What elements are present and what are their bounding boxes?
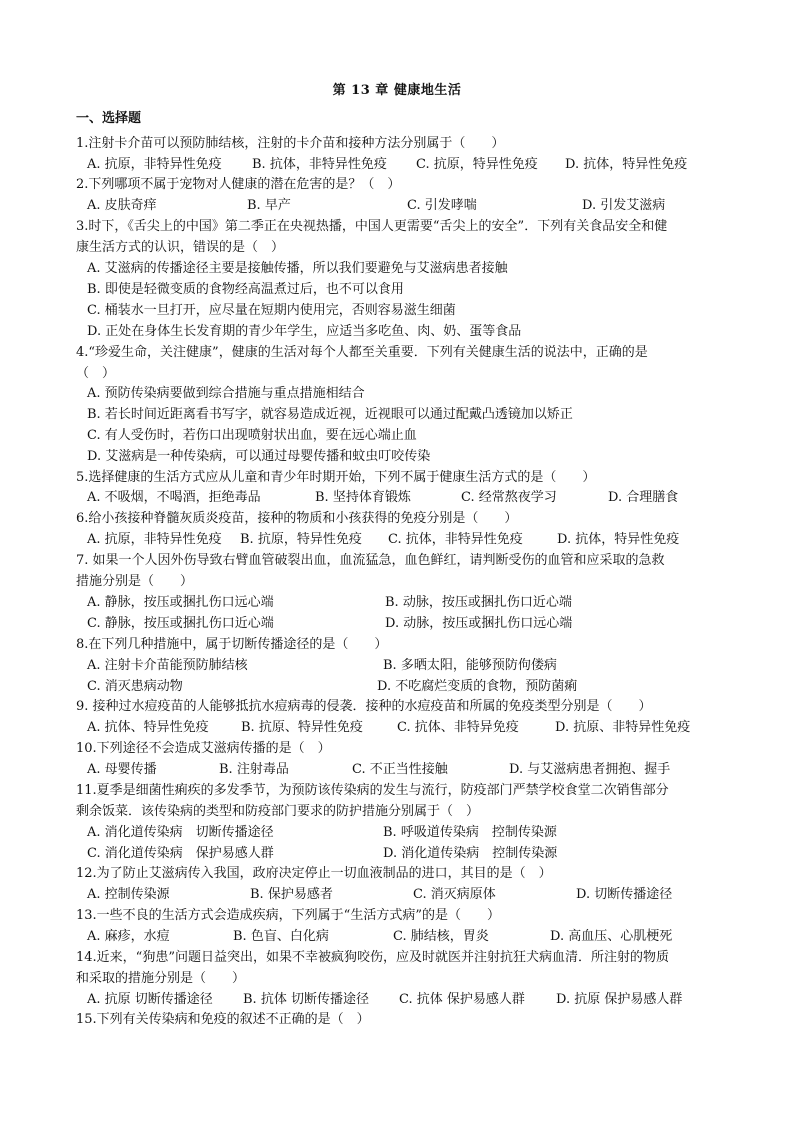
question-15-stem: 15.下列有关传染病和免疫的叙述不正确的是（ ） <box>76 1012 370 1027</box>
question-10-option-c: C. 不正当性接触 <box>352 762 448 777</box>
question-7-option-a: A. 静脉，按压或捆扎伤口远心端 <box>87 595 274 610</box>
question-3-option-c: C. 桶装水一旦打开，应尽量在短期内使用完，否则容易滋生细菌 <box>87 303 456 318</box>
page-title: 第 13 章 健康地生活 <box>332 83 462 98</box>
question-2-stem: 2.下列哪项不属于宠物对人健康的潜在危害的是？（ ） <box>76 177 401 192</box>
question-1-option-b: B. 抗体，非特异性免疫 <box>252 157 387 172</box>
question-13-option-d: D. 高血压、心肌梗死 <box>550 929 673 944</box>
question-6-stem: 6.给小孩接种脊髓灰质炎疫苗，接种的物质和小孩获得的免疫分别是（ ） <box>76 511 518 526</box>
question-13-stem: 13.一些不良的生活方式会造成疾病，下列属于“生活方式病”的是（ ） <box>76 908 500 923</box>
question-14-option-c: C. 抗体 保护易感人群 <box>399 992 525 1007</box>
question-3-option-b: B. 即使是轻微变质的食物经高温煮过后，也不可以食用 <box>87 282 404 297</box>
question-1-option-d: D. 抗体，特异性免疫 <box>565 157 688 172</box>
question-3-stem-line-1: 3.时下，《舌尖上的中国》第二季正在央视热播，中国人更需要“舌尖上的安全”．下列有关食品安全和健 <box>76 219 668 234</box>
question-12-option-c: C. 消灭病原体 <box>413 887 496 902</box>
question-12-option-d: D. 切断传播途径 <box>576 887 673 902</box>
question-13-option-b: B. 色盲、白化病 <box>233 929 329 944</box>
question-4-stem-line-2: （ ） <box>76 366 116 381</box>
question-6-option-a: A. 抗原，非特异性免疫 <box>87 532 222 547</box>
question-3-stem-line-2: 康生活方式的认识，错误的是（ ） <box>76 240 285 255</box>
question-6-option-d: D. 抗体，特异性免疫 <box>557 532 680 547</box>
question-11-option-a: A. 消化道传染病 切断传播途径 <box>87 825 274 840</box>
question-4-option-d: D. 艾滋病是一种传染病，可以通过母婴传播和蚊虫叮咬传染 <box>87 449 431 464</box>
question-9-stem: 9. 接种过水痘疫苗的人能够抵抗水痘病毒的侵袭．接种的水痘疫苗和所属的免疫类型分别是（ ） <box>76 699 652 714</box>
question-5-option-a: A. 不吸烟，不喝酒，拒绝毒品 <box>87 490 261 505</box>
question-4-option-b: B. 若长时间近距离看书写字，就容易造成近视，近视眼可以通过配戴凸透镜加以矫正 <box>87 407 573 422</box>
question-9-option-b: B. 抗原、特异性免疫 <box>241 720 363 735</box>
question-9-option-d: D. 抗原、非特异性免疫 <box>555 720 691 735</box>
question-14-option-d: D. 抗原 保护易感人群 <box>556 992 683 1007</box>
question-5-option-b: B. 坚持体育锻炼 <box>315 490 411 505</box>
section-heading: 一、选择题 <box>76 111 142 126</box>
question-6-option-c: C. 抗体，非特异性免疫 <box>388 532 523 547</box>
question-8-option-c: C. 消灭患病动物 <box>87 679 183 694</box>
question-1-stem: 1.注射卡介苗可以预防肺结核，注射的卡介苗和接种方法分别属于（ ） <box>76 136 505 151</box>
question-7-option-b: B. 动脉，按压或捆扎伤口近心端 <box>385 595 572 610</box>
question-7-option-c: C. 静脉，按压或捆扎伤口近心端 <box>87 616 274 631</box>
question-7-option-d: D. 动脉，按压或捆扎伤口远心端 <box>385 616 573 631</box>
question-3-option-d: D. 正处在身体生长发育期的青少年学生，应适当多吃鱼、肉、奶、蛋等食品 <box>87 324 522 339</box>
question-14-stem-line-2: 和采取的措施分别是（ ） <box>76 971 246 986</box>
question-4-option-c: C. 有人受伤时，若伤口出现喷射状出血，要在远心端止血 <box>87 428 417 443</box>
question-2-option-d: D. 引发艾滋病 <box>582 198 666 213</box>
question-7-stem-line-1: 7. 如果一个人因外伤导致右臂血管破裂出血，血流猛急，血色鲜红，请判断受伤的血管和应采取的急救 <box>76 553 665 568</box>
question-13-option-a: A. 麻疹，水痘 <box>87 929 170 944</box>
question-11-option-d: D. 消化道传染病 控制传染源 <box>383 846 558 861</box>
question-6-option-b: B. 抗原，特异性免疫 <box>240 532 362 547</box>
question-11-stem-line-2: 剩余饭菜．该传染病的类型和防疫部门要求的防护措施分别属于（ ） <box>76 804 480 819</box>
question-5-option-d: D. 合理膳食 <box>608 490 679 505</box>
question-3-option-a: A. 艾滋病的传播途径主要是接触传播，所以我们要避免与艾滋病患者接触 <box>87 261 508 276</box>
question-2-option-b: B. 早产 <box>247 198 291 213</box>
question-11-option-c: C. 消化道传染病 保护易感人群 <box>87 846 274 861</box>
question-9-option-c: C. 抗体、非特异免疫 <box>397 720 519 735</box>
question-11-option-b: B. 呼吸道传染病 控制传染源 <box>383 825 557 840</box>
question-1-option-a: A. 抗原，非特异性免疫 <box>87 157 222 172</box>
question-7-stem-line-2: 措施分别是（ ） <box>76 574 194 589</box>
question-14-stem-line-1: 14.近来，“狗患”问题日益突出，如果不幸被疯狗咬伤，应及时就医并注射抗狂犬病血清．所注射的物质 <box>76 950 669 965</box>
question-5-stem: 5.选择健康的生活方式应从儿童和青少年时期开始，下列不属于健康生活方式的是（ ） <box>76 470 596 485</box>
question-12-stem: 12.为了防止艾滋病传入我国，政府决定停止一切血液制品的进口，其目的是（ ） <box>76 866 552 881</box>
question-10-stem: 10.下列途径不会造成艾滋病传播的是（ ） <box>76 741 331 756</box>
question-12-option-a: A. 控制传染源 <box>87 887 170 902</box>
question-8-option-d: D. 不吃腐烂变质的食物，预防菌痢 <box>377 679 578 694</box>
question-2-option-c: C. 引发哮喘 <box>407 198 477 213</box>
question-13-option-c: C. 肺结核，胃炎 <box>393 929 489 944</box>
question-14-option-b: B. 抗体 切断传播途径 <box>243 992 369 1007</box>
question-4-option-a: A. 预防传染病要做到综合措施与重点措施相结合 <box>87 386 365 401</box>
question-8-option-b: B. 多晒太阳，能够预防佝偻病 <box>383 658 557 673</box>
question-1-option-c: C. 抗原，特异性免疫 <box>416 157 538 172</box>
question-12-option-b: B. 保护易感者 <box>250 887 333 902</box>
question-10-option-a: A. 母婴传播 <box>87 762 157 777</box>
question-14-option-a: A. 抗原 切断传播途径 <box>87 992 213 1007</box>
question-8-stem: 8.在下列几种措施中，属于切断传播途径的是（ ） <box>76 637 388 652</box>
question-2-option-a: A. 皮肤奇痒 <box>87 198 157 213</box>
question-9-option-a: A. 抗体、特异性免疫 <box>87 720 209 735</box>
question-10-option-b: B. 注射毒品 <box>219 762 289 777</box>
question-10-option-d: D. 与艾滋病患者拥抱、握手 <box>509 762 671 777</box>
question-5-option-c: C. 经常熬夜学习 <box>461 490 557 505</box>
question-8-option-a: A. 注射卡介苗能预防肺结核 <box>87 658 248 673</box>
question-4-stem-line-1: 4.“珍爱生命，关注健康”，健康的生活对每个人都至关重要．下列有关健康生活的说法中，正确的是 <box>76 345 648 360</box>
question-11-stem-line-1: 11.夏季是细菌性痢疾的多发季节，为预防该传染病的发生与流行，防疫部门严禁学校食堂二次销售部分 <box>76 783 669 798</box>
